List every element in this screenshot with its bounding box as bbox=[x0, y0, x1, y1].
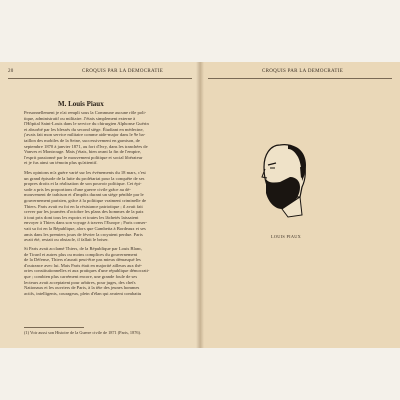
text-line: et je fus ainsi un témoin plus qu'attentif. bbox=[24, 160, 98, 166]
text-line: avait été, restait ou obstacle, il fallait le briser. bbox=[24, 237, 109, 243]
text-line: amis dans les premiers jours de février la croyaient perdue. Paris bbox=[24, 231, 143, 237]
text-line: Thiers. Paris avait eu foi en la résistance patriotique ; il avait fait bbox=[24, 203, 143, 209]
paragraph-3 bbox=[24, 246, 194, 296]
text-line: mouvement de trahison et d'impôts durant un siège pénible par le bbox=[24, 192, 144, 198]
header-rule bbox=[208, 78, 392, 79]
text-line: Personnellement je n'ai rempli sous la Commune aucune rôle poli- bbox=[24, 110, 147, 115]
text-line: lecteurs avait acceptaient pour arbitres, pour juges, des chefs bbox=[24, 279, 136, 285]
text-line: actifs, intelligents, courageux, plein d'élan qui avaient combattu bbox=[24, 290, 142, 296]
text-line: de la Défense, Thiers n'aurait peut-être pas mieux démasqué les bbox=[24, 257, 141, 263]
portrait-caption: LOUIS PIAUX bbox=[270, 234, 302, 239]
text-line: vait sa foi en la République, alors que Gambetta à Bordeaux et ses bbox=[24, 225, 146, 231]
portrait-sketch bbox=[240, 127, 330, 222]
text-line: gouvernement parisien, grâce à la politique vraiment criminelle de bbox=[24, 197, 147, 203]
text-line: sode a pris les proportions d'une guerre civile grâce au dé- bbox=[24, 186, 131, 192]
section-title: M. Louis Piaux bbox=[58, 100, 104, 108]
text-line: septembre 1870 à janvier 1871, au fort d'Ivry, dans les tranchées de bbox=[24, 143, 148, 149]
text-line: un grand épisode de la lutte du prolétariat pour la conquête de ses bbox=[24, 175, 145, 181]
text-line: et absorbé par les blessés du second siège. Étudiant en médecine, bbox=[24, 126, 144, 132]
left-page bbox=[0, 62, 200, 348]
page-number: 20 bbox=[8, 69, 14, 74]
text-line: d'outrance avec lui. Mais Paris était en majorité ailleurs aux thé- bbox=[24, 262, 143, 268]
text-line: crever par les journées d'octobre les plans des hommes de la paix bbox=[24, 209, 144, 215]
text-line: tique, administratif ou militaire. J'étais simplement externe à bbox=[24, 115, 136, 121]
text-line: que ; combien plus carrément encore, une grande foule de ses bbox=[24, 273, 138, 279]
header-rule bbox=[8, 78, 192, 79]
text-line: propres droits et la réalisation de son pouvoir politique. Cet épi- bbox=[24, 181, 142, 187]
running-head-right: CROQUIS PAR LA DEMOCRATIE bbox=[262, 69, 344, 74]
footnote-rule bbox=[24, 327, 84, 328]
paragraph-1 bbox=[24, 110, 194, 166]
text-line: Nationaux et les ouvriers de Paris, à la tête des jeunes hommes bbox=[24, 285, 140, 291]
text-line: j'avais fait mon service militaire comme aide-major dans le 9e ba- bbox=[24, 132, 146, 138]
text-line: de Tirard et autres plus ou moins complices du gouvernement bbox=[24, 251, 138, 257]
paragraph-2 bbox=[24, 170, 194, 243]
text-line: taillon des mobiles de la Seine, successivement en garnison, de bbox=[24, 137, 140, 143]
text-line: Mes opinions m'a guère varié sur les événements du 18 mars, c'est bbox=[24, 170, 146, 175]
text-line: Si Paris avait acclamé Thiers, de la République par Louis Blanc, bbox=[24, 246, 143, 251]
open-book-spread bbox=[0, 62, 400, 348]
text-line: envoyer à Thiers dans son voyage à travers l'Europe ; Paris conser- bbox=[24, 220, 147, 226]
book-gutter bbox=[196, 62, 204, 348]
text-line: Vanves et Montrouge. Mais j'étais, bien avant la fin de l'empire, bbox=[24, 149, 142, 155]
footnote: (1) Voir aussi son Histoire de la Guerre civile de 1871 (Paris, 1876). bbox=[24, 330, 142, 335]
running-head-left: CROQUIS PAR LA DEMOCRATIE bbox=[82, 69, 164, 74]
text-line: l'esprit passionné par le mouvement politique et social libérateur bbox=[24, 154, 143, 160]
text-line: à tout prix dont tous les espoirs et toutes les lâchetés laissaient bbox=[24, 214, 139, 220]
text-line: ories constitutionnelles et aux pratiques d'une république démocrati- bbox=[24, 268, 150, 274]
text-line: l'Hôpital Saint-Louis dans le service du chirurgien Alphonse Guérin bbox=[24, 121, 149, 127]
